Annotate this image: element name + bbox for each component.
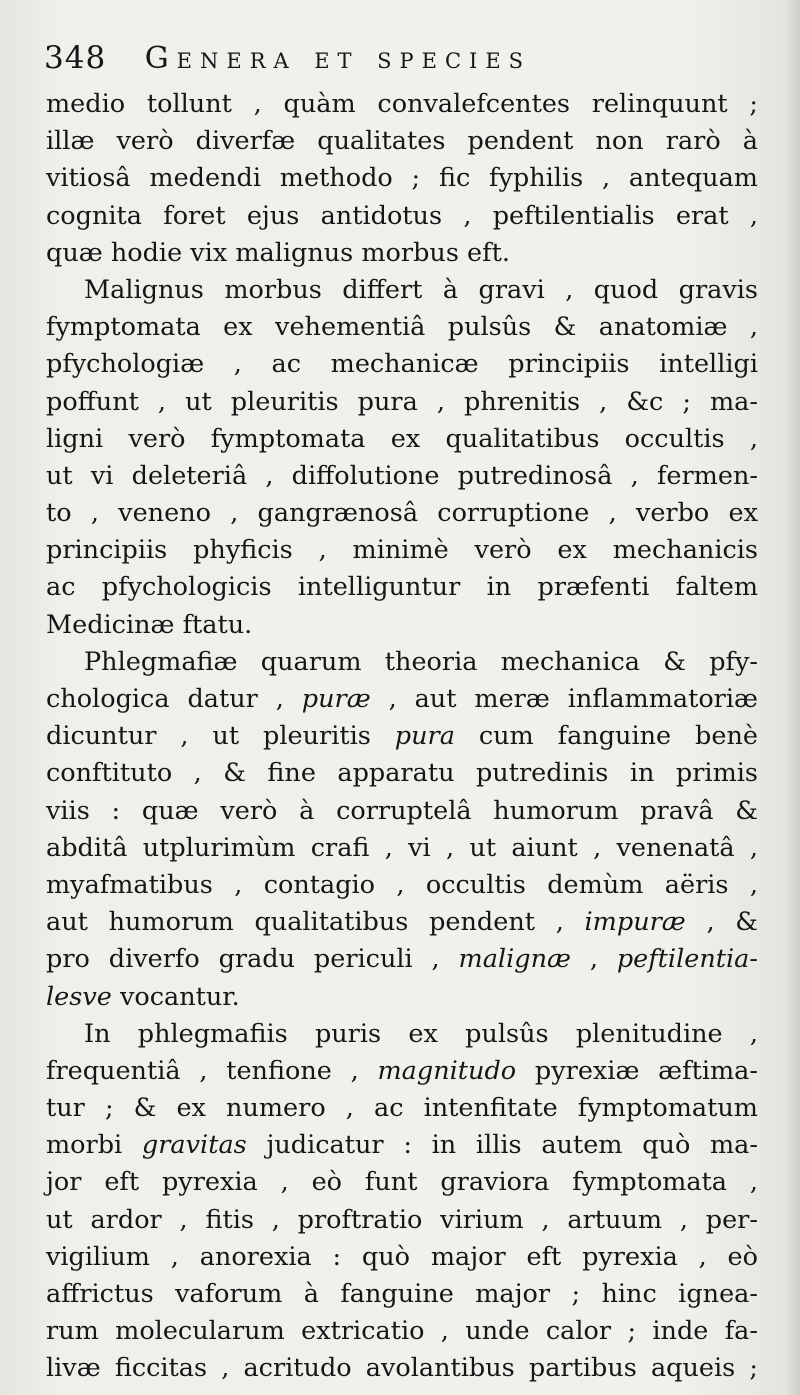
text-segment: , & xyxy=(685,907,758,938)
text-line: ligni verò fymptomata ex qualitatibus occultis , xyxy=(46,423,758,454)
page-header xyxy=(44,40,531,92)
text-line: to , veneno , gangrænosâ corruptione , verbo ex xyxy=(46,498,758,529)
italic-term: magnitudo xyxy=(377,1055,517,1086)
text-line: tur ; & ex numero , ac intenfitate fymptomatum xyxy=(46,1093,758,1124)
text-segment: cum fanguine benè xyxy=(454,721,758,752)
text-line: jor eft pyrexia , eò funt graviora fymptomata , xyxy=(46,1167,758,1198)
paragraph-end-line xyxy=(46,979,758,1016)
italic-term: impuræ xyxy=(584,907,686,938)
text-line: abditâ utplurimùm crafi , vi , ut aiunt , venenatâ , xyxy=(46,832,758,863)
text-segment: , aut meræ inflammatoriæ xyxy=(370,684,758,714)
running-title: Genera et species xyxy=(144,41,532,76)
text-line xyxy=(46,1053,758,1090)
text-line: fymptomata ex vehementiâ pulsûs & anatomiæ , xyxy=(46,312,758,343)
text-line: affrictus vaforum à fanguine major ; hinc ignea- xyxy=(46,1279,758,1309)
paragraph-first-line: In phlegmafiis puris ex pulsûs plenitudine , xyxy=(84,1018,758,1049)
text-line: ut vi deleteriâ , diffolutione putredinosâ , fermen- xyxy=(46,460,758,491)
paragraph-end-line: Medicinæ ftatu. xyxy=(46,609,253,640)
text-line: viis : quæ verò à corruptelâ humorum pravâ & xyxy=(46,795,758,826)
italic-term: malignæ xyxy=(458,944,571,975)
text-segment: , xyxy=(570,944,617,975)
text-line: illæ verò diverfæ qualitates pendent non rarò à xyxy=(46,126,758,157)
text-line xyxy=(46,1127,758,1164)
text-line: conftituto , & fine apparatu putredinis in primis xyxy=(46,758,758,789)
text-line: vitiosâ medendi methodo ; fic fyphilis , antequam xyxy=(46,163,758,194)
text-segment: morbi xyxy=(46,1130,142,1161)
text-segment: judicatur : in illis autem quò ma- xyxy=(246,1130,759,1161)
text-line xyxy=(46,904,758,941)
text-segment: vocantur. xyxy=(111,981,240,1012)
text-line: ac pfychologicis intelliguntur in præfenti faltem xyxy=(46,572,758,603)
text-segment: aut humorum qualitatibus pendent , xyxy=(46,907,585,938)
text-line: ut ardor , fitis , proftratio virium , artuum , per- xyxy=(46,1204,758,1235)
text-segment: pyrexiæ æftima- xyxy=(516,1055,758,1086)
text-line xyxy=(46,941,758,978)
text-segment: frequentiâ , tenfione , xyxy=(46,1055,378,1086)
text-line: poffunt , ut pleuritis pura , phrenitis , &c ; ma- xyxy=(46,386,758,417)
italic-term: peftilentia- xyxy=(616,944,758,975)
text-line xyxy=(46,681,758,718)
paragraph-end-line: quæ hodie vix malignus morbus eft. xyxy=(46,237,510,268)
text-segment: dicuntur , ut pleuritis xyxy=(46,721,395,752)
text-line: cognita foret ejus antidotus , peftilentialis erat , xyxy=(46,200,758,231)
italic-term: pura xyxy=(394,721,455,752)
text-line: livæ ficcitas , acritudo avolantibus partibus aqueis ; xyxy=(46,1353,758,1384)
body-text xyxy=(46,86,758,1388)
binding-shadow xyxy=(786,0,800,1395)
italic-term: puræ xyxy=(301,684,371,714)
text-line xyxy=(46,718,758,755)
text-line: myafmatibus , contagio , occultis demùm aëris , xyxy=(46,869,758,900)
text-line: principiis phyficis , minimè verò ex mechanicis xyxy=(46,535,758,566)
text-segment: pro diverfo gradu periculi , xyxy=(46,944,459,975)
text-segment: chologica datur , xyxy=(46,684,302,714)
italic-term: gravitas xyxy=(141,1130,247,1161)
paragraph-first-line: Malignus morbus differt à gravi , quod gravis xyxy=(84,274,758,305)
text-line: medio tollunt , quàm convalefcentes relinquunt ; xyxy=(46,89,758,119)
page-number: 348 xyxy=(44,40,107,76)
italic-term: lesve xyxy=(46,981,112,1012)
text-line: pfychologiæ , ac mechanicæ principiis intelligi xyxy=(46,349,758,380)
paragraph-first-line: Phlegmafiæ quarum theoria mechanica & pfy- xyxy=(84,646,758,677)
text-line: rum molecularum extricatio , unde calor ; inde fa- xyxy=(46,1316,758,1347)
text-line: vigilium , anorexia : quò major eft pyrexia , eò xyxy=(46,1241,758,1272)
